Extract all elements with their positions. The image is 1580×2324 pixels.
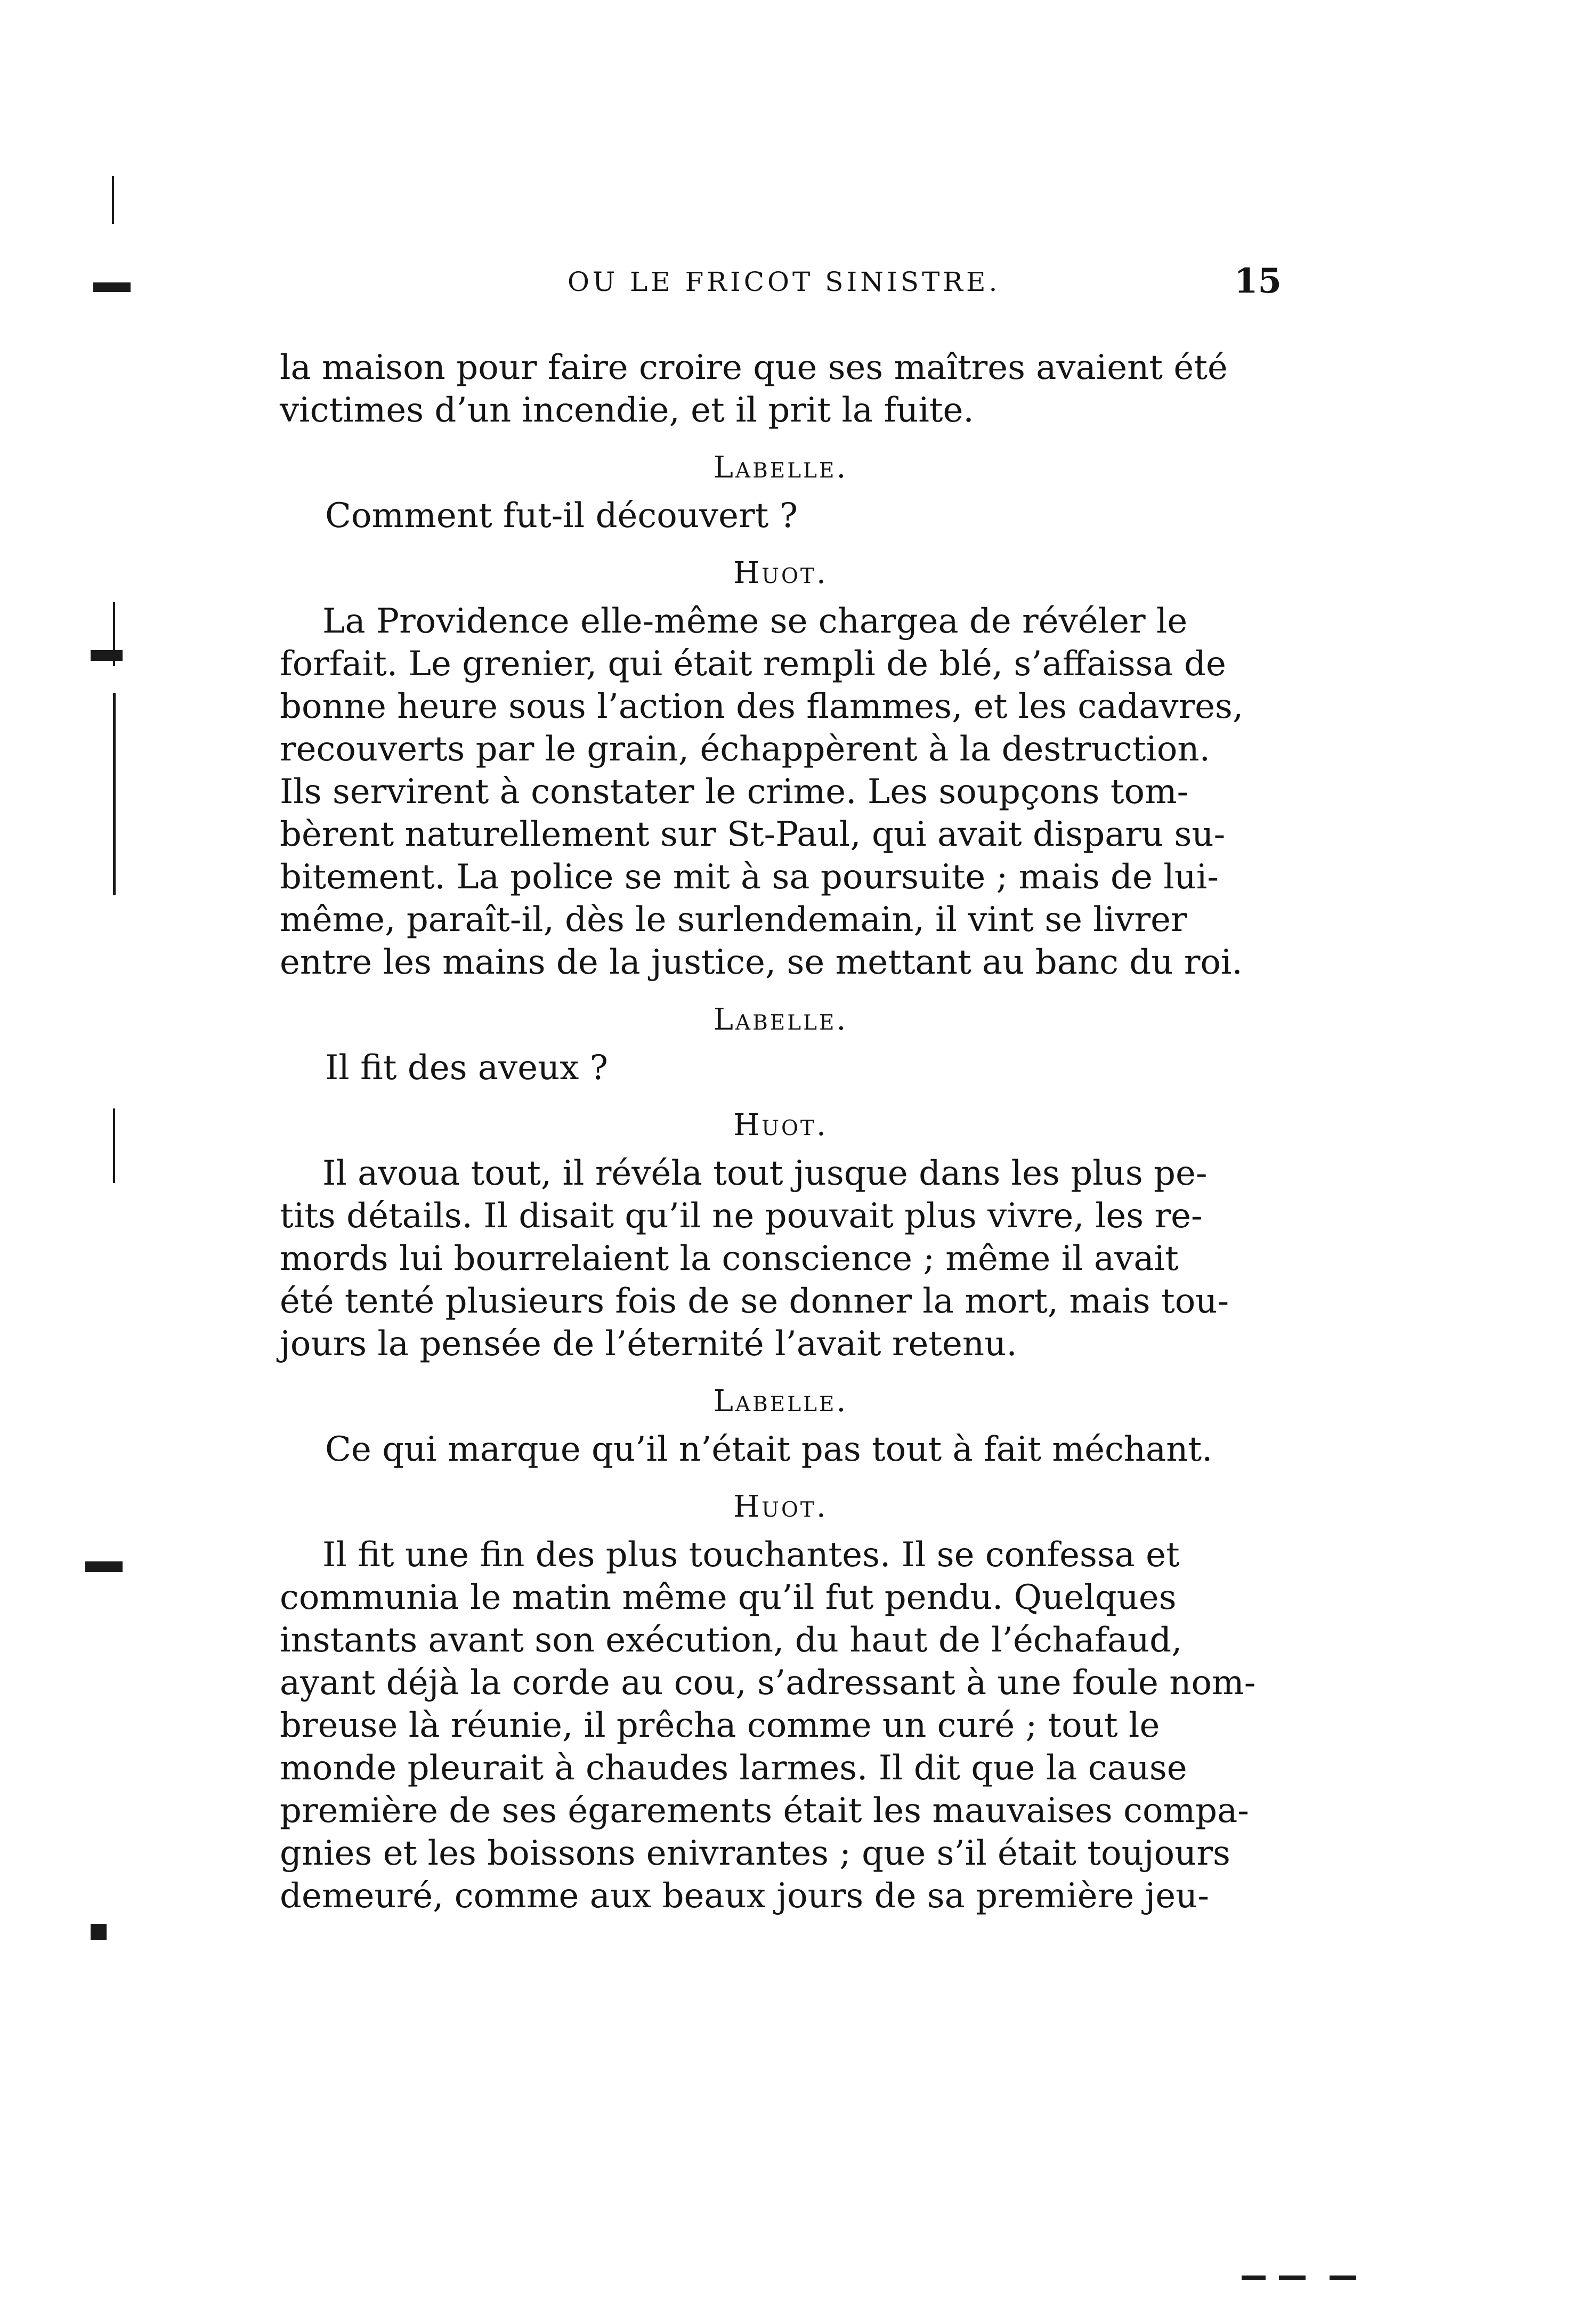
speaker-name: Huot. (733, 1489, 828, 1524)
margin-mark (93, 282, 131, 292)
margin-mark (112, 176, 114, 224)
speaker-name: Labelle. (713, 1002, 848, 1037)
paragraph: la maison pour faire croire que ses maîtres avaient été victimes d’un incendie, et il prit la fuite. (280, 348, 1228, 430)
speaker-name: Labelle. (713, 1384, 848, 1419)
paragraph: Il fit une fin des plus touchantes. Il se confessa et communia le matin même qu’il fut pendu. Quelques instants avant son exécution, du haut de l’échafaud, ayant déjà la corde au cou, s’adressant à une foule nom- breuse là réunie, il prêcha comme un curé ; tout le monde pleurait à chaudes larmes. Il dit que la cause première de ses égarements était les mauvaises compa- gnies et les boissons enivrantes ; que s’il était toujours demeuré, comme aux beaux jours de sa première jeu- (280, 1535, 1256, 1916)
dialogue-line: Comment fut-il découvert ? (325, 496, 798, 536)
margin-mark (91, 650, 123, 661)
dialogue-line: Il fit des aveux ? (325, 1048, 609, 1088)
margin-mark (85, 1561, 123, 1572)
margin-mark (113, 1108, 115, 1183)
text-block (280, 346, 1282, 1917)
paragraph: La Providence elle-même se chargea de révéler le forfait. Le grenier, qui était rempli de blé, s’affaissa de bonne heure sous l’action des flammes, et les cadavres, recouverts par le grain, échappèrent à la destruction. Ils servirent à constater le crime. Les soupçons tom- bèrent naturellement sur St-Paul, qui avait disparu su- bitement. La police se mit à sa poursuite ; mais de lui- même, paraît-il, dès le surlendemain, il vint se livrer entre les mains de la justice, se mettant au banc du roi. (280, 602, 1244, 982)
running-head (280, 261, 1282, 309)
running-title: OU LE FRICOT SINISTRE. (568, 266, 1001, 297)
paragraph: Il avoua tout, il révéla tout jusque dans les plus pe- tits détails. Il disait qu’il ne pouvait plus vivre, les re- mords lui bourrelaient la conscience ; même il avait été tenté plusieurs fois de se donner la mort, mais tou- jours la pensée de l’éternité l’avait retenu. (280, 1154, 1229, 1364)
speaker-name: Huot. (733, 556, 828, 590)
margin-mark (1242, 2276, 1266, 2280)
speaker-name: Labelle. (713, 450, 848, 485)
margin-mark (113, 693, 116, 895)
margin-mark (91, 1924, 107, 1940)
speaker-name: Huot. (733, 1108, 828, 1143)
margin-mark (1330, 2276, 1356, 2280)
page-number: 15 (1234, 261, 1282, 301)
dialogue-line: Ce qui marque qu’il n’était pas tout à fait méchant. (325, 1430, 1213, 1469)
margin-mark (1279, 2276, 1306, 2280)
